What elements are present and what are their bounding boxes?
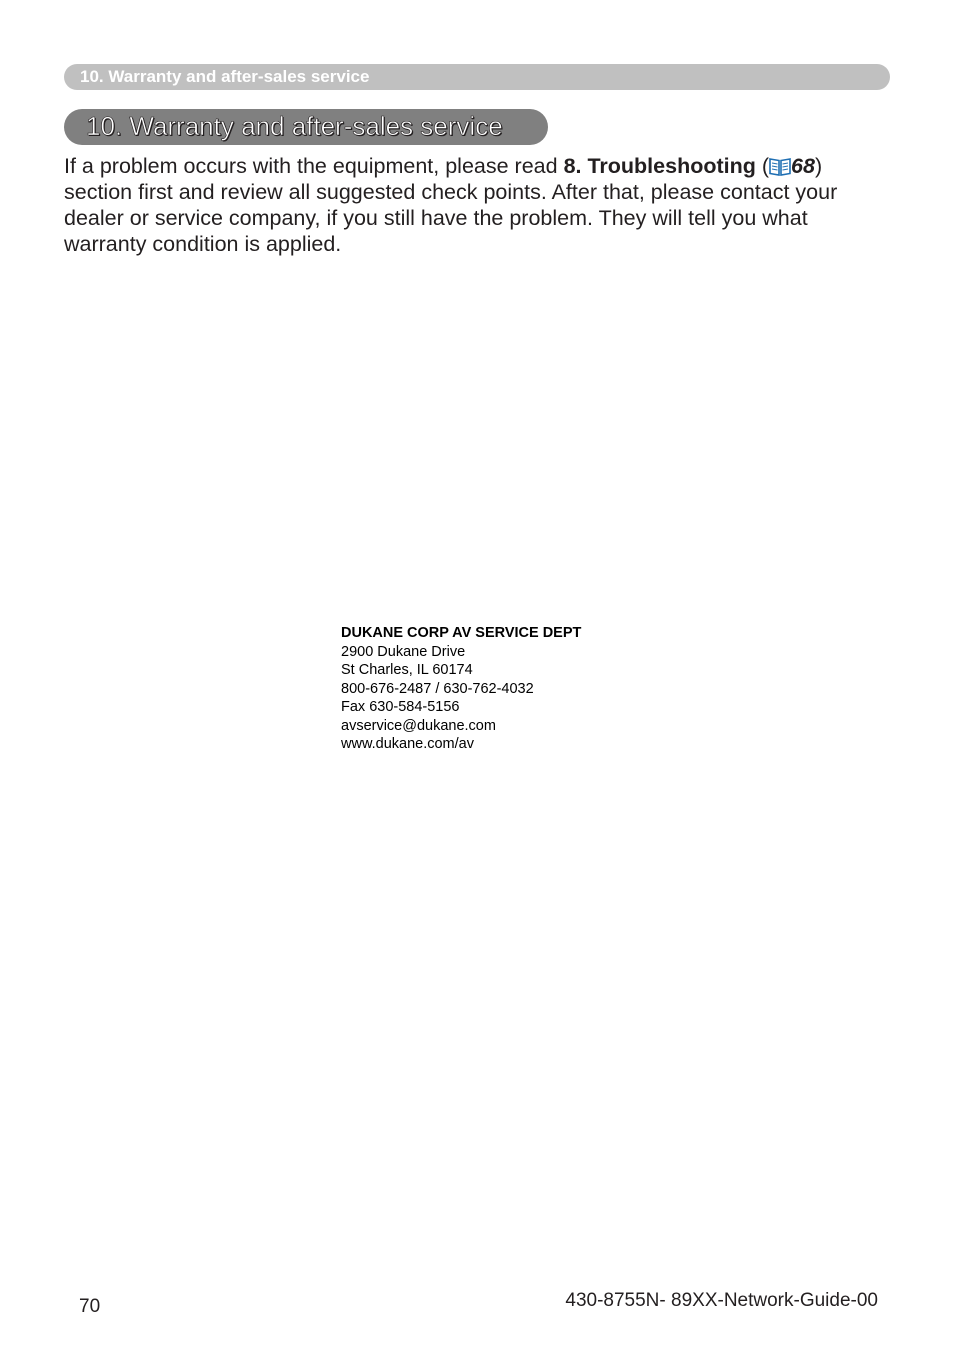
running-header: 10. Warranty and after-sales service: [64, 64, 890, 90]
intro-paragraph: [64, 153, 890, 257]
contact-department: DUKANE CORP AV SERVICE DEPT: [341, 625, 582, 641]
troubleshooting-reference[interactable]: 8. Troubleshooting: [563, 154, 756, 178]
contact-fax: Fax 630-584-5156: [341, 699, 460, 715]
page-number: 70: [79, 1296, 101, 1317]
service-contact-block: [341, 624, 581, 754]
book-icon: [769, 157, 791, 176]
contact-email[interactable]: avservice@dukane.com: [341, 717, 496, 734]
section-title: 10. Warranty and after-sales service: [64, 109, 548, 145]
document-code: 430-8755N- 89XX-Network-Guide-00: [565, 1290, 878, 1311]
intro-text-before: If a problem occurs with the equipment, please read: [64, 154, 564, 178]
contact-street: 2900 Dukane Drive: [341, 643, 466, 660]
reference-page-number[interactable]: 68: [791, 154, 815, 178]
contact-website[interactable]: www.dukane.com/av: [341, 736, 474, 752]
contact-city: St Charles, IL 60174: [341, 662, 473, 678]
contact-phones: 800-676-2487 / 630-762-4032: [341, 680, 534, 697]
intro-text-after: ) section first and review all suggested check points. After that, please contact your dealer or service company, if you still have the problem. They will tell you what warranty condition is applied.: [64, 154, 838, 256]
reference-paren-open: (: [755, 154, 770, 178]
